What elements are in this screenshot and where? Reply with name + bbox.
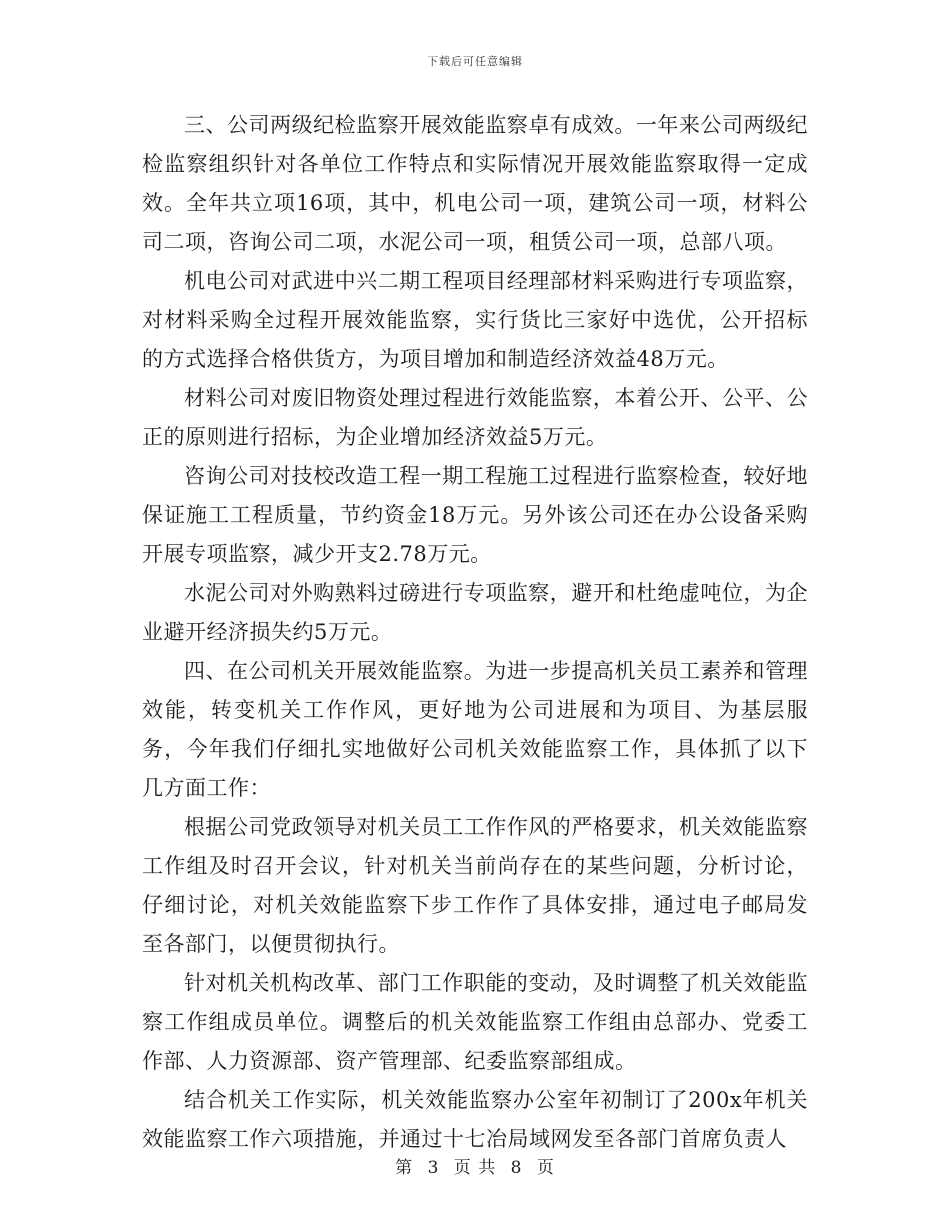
- footer-prefix: 第: [395, 1158, 414, 1178]
- page-footer: [0, 1153, 950, 1178]
- page-header-note: 下载后可任意编辑: [427, 55, 523, 68]
- document-body: [142, 106, 808, 1159]
- paragraph: 材料公司对废旧物资处理过程进行效能监察，本着公开、公平、公正的原则进行招标，为企业增加经济效益5万元。: [142, 386, 808, 449]
- current-page-number: 3: [427, 1158, 440, 1178]
- paragraph: 机电公司对武进中兴二期工程项目经理部材料采购进行专项监察，对材料采购全过程开展效能监察，实行货比三家好中选优，公开招标的方式选择合格供货方，为项目增加和制造经济效益48万元。: [142, 269, 808, 371]
- paragraph: 咨询公司对技校改造工程一期工程施工过程进行监察检查，较好地保证施工工程质量，节约资金18万元。另外该公司还在办公设备采购开展专项监察，减少开支2.78万元。: [142, 464, 808, 566]
- paragraph: 四、在公司机关开展效能监察。为进一步提高机关员工素养和管理效能，转变机关工作作风，更好地为公司进展和为项目、为基层服务，今年我们仔细扎实地做好公司机关效能监察工作，具体抓了以下几方面工作：: [142, 659, 808, 800]
- paragraph: 三、公司两级纪检监察开展效能监察卓有成效。一年来公司两级纪检监察组织针对各单位工作特点和实际情况开展效能监察取得一定成效。全年共立项16项，其中，机电公司一项，建筑公司一项，材料公司二项，咨询公司二项，水泥公司一项，租赁公司一项，总部八项。: [142, 113, 808, 254]
- total-pages-number: 8: [510, 1158, 523, 1178]
- paragraph: 根据公司党政领导对机关员工工作作风的严格要求，机关效能监察工作组及时召开会议，针对机关当前尚存在的某些问题，分析讨论，仔细讨论，对机关效能监察下步工作作了具体安排，通过电子邮局发至各部门，以便贯彻执行。: [142, 815, 808, 956]
- paragraph: 结合机关工作实际，机关效能监察办公室年初制订了200x年机关效能监察工作六项措施，并通过十七冶局域网发至各部门首席负责人: [142, 1088, 808, 1151]
- paragraph: 水泥公司对外购熟料过磅进行专项监察，避开和杜绝虚吨位，为企业避开经济损失约5万元。: [142, 581, 808, 644]
- footer-mid: 页 共: [453, 1158, 497, 1178]
- footer-suffix: 页: [536, 1158, 555, 1178]
- paragraph: 针对机关机构改革、部门工作职能的变动，及时调整了机关效能监察工作组成员单位。调整后的机关效能监察工作组由总部办、党委工作部、人力资源部、资产管理部、纪委监察部组成。: [142, 971, 808, 1073]
